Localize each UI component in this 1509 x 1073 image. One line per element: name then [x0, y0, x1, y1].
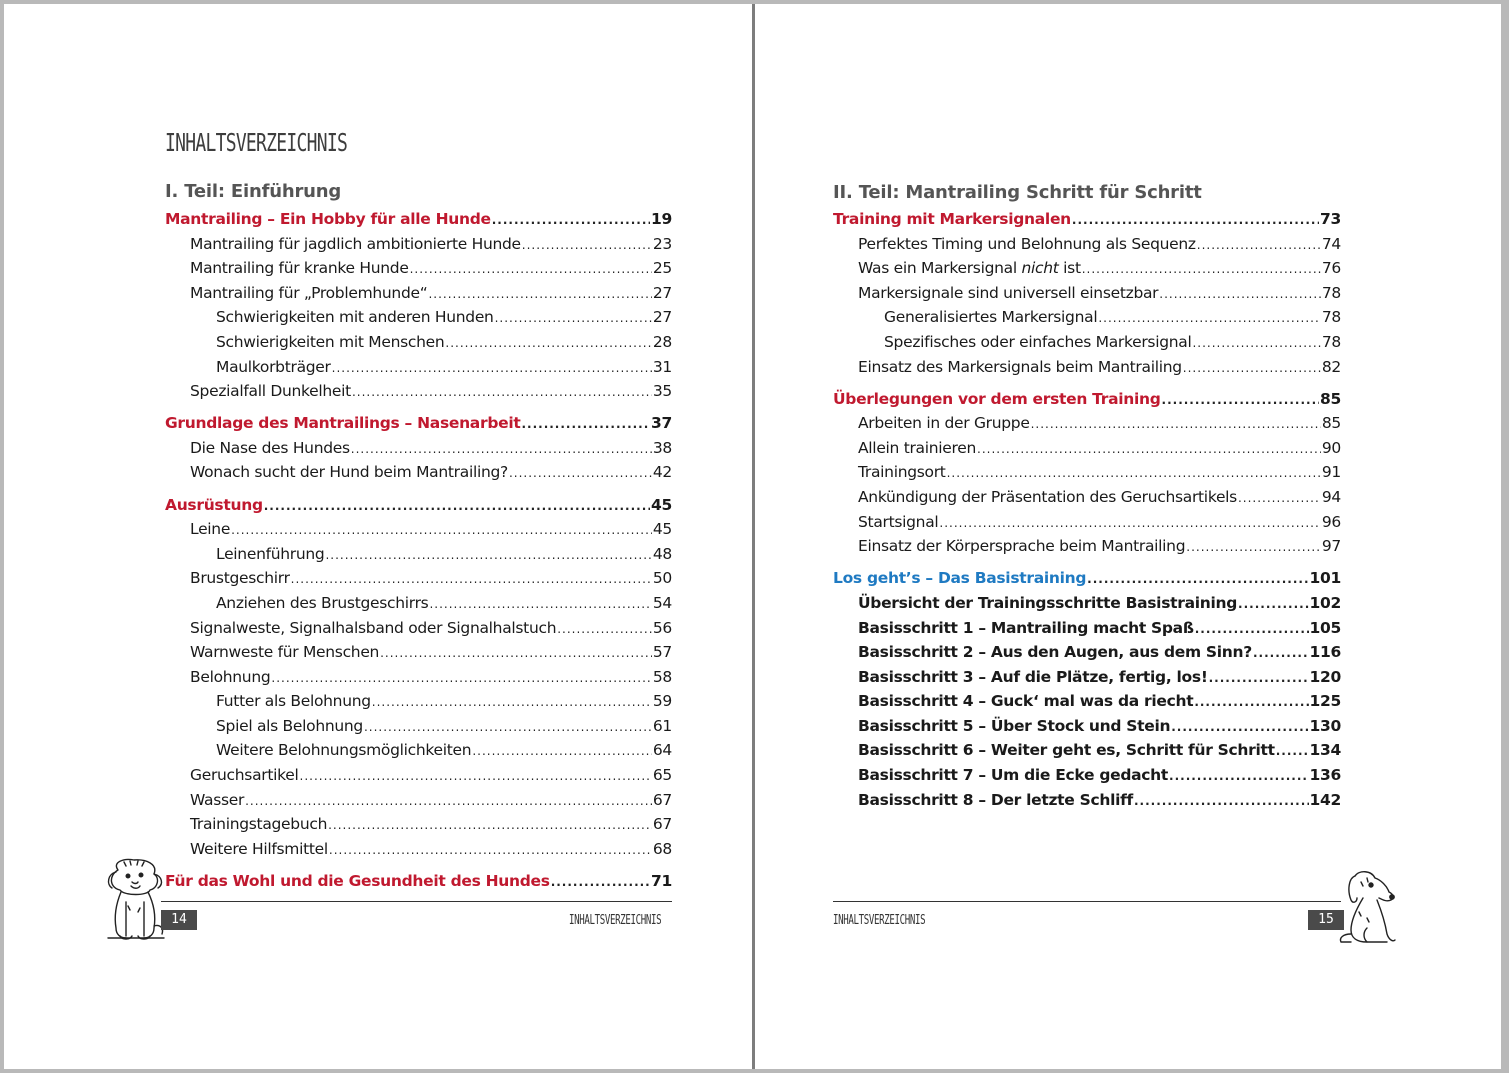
toc-entry[interactable] — [833, 510, 1341, 535]
toc-page-number: 50 — [652, 569, 672, 588]
dot-leader — [1238, 592, 1309, 617]
dot-leader — [1169, 764, 1309, 789]
dot-leader — [380, 641, 652, 666]
toc-entry-title: Schwierigkeiten mit Menschen — [216, 332, 445, 351]
dot-leader — [492, 208, 650, 233]
dot-leader — [1186, 535, 1321, 560]
toc-entry[interactable] — [165, 436, 672, 461]
toc-entry[interactable] — [833, 281, 1341, 306]
toc-entry[interactable] — [165, 379, 672, 404]
dot-leader — [939, 511, 1320, 536]
toc-entry-title: Trainingsort — [858, 463, 946, 482]
toc-page-number: 85 — [1320, 389, 1341, 408]
toc-entry-title: Basisschritt 5 – Über Stock und Stein — [858, 716, 1171, 735]
toc-page-number: 68 — [652, 839, 672, 858]
dot-leader — [1192, 331, 1320, 356]
toc-entry[interactable] — [833, 232, 1341, 257]
toc-page-number: 38 — [652, 438, 672, 457]
footer-rule — [161, 901, 672, 902]
toc-entry-title: Mantrailing für kranke Hunde — [190, 259, 409, 278]
dot-leader — [264, 494, 650, 519]
dot-leader — [1253, 641, 1309, 666]
toc-entry-title: Mantrailing für „Problemhunde“ — [190, 283, 428, 302]
dot-leader — [1276, 739, 1309, 764]
toc-page-number: 74 — [1321, 234, 1341, 253]
toc-entry-title: Überlegungen vor dem ersten Training — [833, 389, 1161, 408]
toc-page-number: 71 — [651, 871, 672, 890]
dot-leader — [429, 592, 651, 617]
dot-leader — [522, 233, 652, 258]
toc-page-number: 65 — [652, 766, 672, 785]
toc-entry-title: Weitere Belohnungsmöglichkeiten — [216, 741, 472, 760]
toc-page-number: 25 — [652, 259, 672, 278]
dot-leader — [428, 282, 651, 307]
toc-page-number: 67 — [652, 815, 672, 834]
running-head: INHALTSVERZEICHNIS — [569, 913, 662, 928]
toc-page-number: 91 — [1321, 463, 1341, 482]
toc-section-entry[interactable] — [833, 207, 1341, 232]
dot-leader — [329, 838, 652, 863]
sitting-dog-side-icon — [1337, 868, 1399, 944]
toc-page-number: 82 — [1321, 357, 1341, 376]
dot-leader — [364, 715, 652, 740]
toc-entry-title: Brustgeschirr — [190, 569, 290, 588]
dot-leader — [410, 257, 652, 282]
toc-section-entry[interactable] — [165, 411, 672, 436]
toc-entry-title: Los geht’s – Das Basistraining — [833, 569, 1087, 588]
toc-page-number: 54 — [652, 593, 672, 612]
sitting-dog-front-icon — [104, 856, 166, 942]
toc-entry[interactable] — [833, 534, 1341, 559]
dot-leader — [1195, 617, 1309, 642]
dot-leader — [291, 567, 652, 592]
toc-page-number: 73 — [1320, 210, 1341, 228]
footer-rule — [833, 901, 1341, 902]
toc-page-number: 27 — [652, 283, 672, 302]
dot-leader — [352, 380, 652, 405]
toc-entry-title: Basisschritt 7 – Um die Ecke gedacht — [858, 766, 1169, 785]
toc-subentry[interactable] — [165, 305, 672, 330]
toc-subentry[interactable] — [165, 542, 672, 567]
toc-entry[interactable] — [165, 788, 672, 813]
dot-leader — [445, 331, 651, 356]
toc-entry-title: Belohnung — [190, 667, 271, 686]
toc-entry-title: Basisschritt 6 – Weiter geht es, Schritt für Schritt — [858, 741, 1275, 760]
dot-leader — [557, 617, 652, 642]
toc-entry-title: Futter als Belohnung — [216, 692, 371, 711]
toc-page-number: 101 — [1309, 569, 1341, 588]
toc-entry[interactable] — [165, 517, 672, 542]
toc-page-number: 134 — [1309, 741, 1341, 760]
right-page — [755, 4, 1501, 1069]
toc-entry[interactable] — [165, 256, 672, 281]
toc-entry[interactable] — [165, 460, 672, 485]
toc-page-number: 125 — [1309, 692, 1341, 711]
toc-entry-title: Spiel als Belohnung — [216, 716, 363, 735]
page-number-badge: 15 — [1308, 910, 1344, 930]
toc-page-number: 35 — [652, 382, 672, 401]
toc-entry-title: Grundlage des Mantrailings – Nasenarbeit — [165, 414, 521, 433]
toc-section-entry[interactable] — [833, 566, 1341, 591]
toc-entry[interactable] — [165, 281, 672, 306]
dot-leader — [1238, 486, 1321, 511]
toc-entry-title: Ausrüstung — [165, 495, 263, 514]
toc-page-number: 45 — [651, 495, 672, 514]
dot-leader — [495, 306, 652, 331]
dot-leader — [1162, 388, 1320, 413]
toc-entry-title: Markersignale sind universell einsetzbar — [858, 283, 1159, 302]
page-number-badge: 14 — [161, 910, 197, 930]
toc-entry-title: Wonach sucht der Hund beim Mantrailing? — [190, 463, 508, 482]
toc-entry[interactable] — [165, 812, 672, 837]
dot-leader — [1031, 412, 1321, 437]
dot-leader — [1082, 257, 1321, 282]
toc-entry-title: Allein trainieren — [858, 438, 977, 457]
running-head: INHALTSVERZEICHNIS — [833, 913, 926, 928]
toc-page-number: 94 — [1321, 488, 1341, 507]
toc-page-number: 56 — [652, 618, 672, 637]
toc-page-number: 78 — [1321, 283, 1341, 302]
toc-page-number: 76 — [1321, 259, 1341, 278]
toc-subentry[interactable] — [165, 330, 672, 355]
toc-entry-title: Spezialfall Dunkelheit — [190, 382, 351, 401]
toc-page-number: 45 — [652, 520, 672, 539]
toc-subentry[interactable] — [833, 330, 1341, 355]
toc-entry-title: Spezifisches oder einfaches Markersignal — [884, 332, 1192, 351]
toc-entry-title: Basisschritt 4 – Guck‘ mal was da riecht — [858, 692, 1194, 711]
toc-page-number: 78 — [1321, 308, 1341, 327]
toc-entry[interactable] — [833, 485, 1341, 510]
toc-entry[interactable] — [833, 591, 1341, 616]
toc-entry-title: Ankündigung der Präsentation des Geruchsartikels — [858, 488, 1237, 507]
dot-leader — [521, 412, 650, 437]
dot-leader — [245, 789, 652, 814]
toc-page-number: 19 — [651, 210, 672, 228]
toc-entry-title: Signalweste, Signalhalsband oder Signalhalstuch — [190, 618, 557, 637]
toc-entry-title: Geruchsartikel — [190, 766, 299, 785]
part-title: I. Teil: Einführung — [165, 181, 342, 202]
dot-leader — [977, 437, 1321, 462]
toc-entry[interactable] — [833, 640, 1341, 665]
dot-leader — [328, 813, 652, 838]
toc-entry[interactable] — [165, 837, 672, 862]
dot-leader — [351, 437, 652, 462]
dot-leader — [1087, 567, 1308, 592]
toc-entry[interactable] — [833, 714, 1341, 739]
toc-entry[interactable] — [165, 566, 672, 591]
toc-page-number: 37 — [651, 414, 672, 433]
toc-section-entry[interactable] — [165, 493, 672, 518]
toc-entry-title: Mantrailing – Ein Hobby für alle Hunde — [165, 210, 491, 228]
toc-page-number: 97 — [1321, 537, 1341, 556]
toc-entry[interactable] — [165, 665, 672, 690]
toc-entry-title: Arbeiten in der Gruppe — [858, 414, 1030, 433]
toc-entry-title: Maulkorbträger — [216, 357, 331, 376]
toc-entry-title: Anziehen des Brustgeschirrs — [216, 593, 429, 612]
dot-leader — [372, 690, 652, 715]
toc-page-number: 136 — [1309, 766, 1341, 785]
toc-page-number: 58 — [652, 667, 672, 686]
toc-entry[interactable] — [165, 616, 672, 641]
dot-leader — [271, 666, 651, 691]
toc-page-number: 48 — [652, 544, 672, 563]
toc-page-number: 105 — [1309, 618, 1341, 637]
toc-subentry[interactable] — [165, 738, 672, 763]
toc-list — [833, 207, 1341, 812]
toc-entry[interactable] — [833, 788, 1341, 813]
toc-entry[interactable] — [833, 665, 1341, 690]
toc-entry-title: Weitere Hilfsmittel — [190, 839, 328, 858]
toc-entry-title: Perfektes Timing und Belohnung als Sequenz — [858, 234, 1196, 253]
toc-subentry[interactable] — [165, 714, 672, 739]
toc-page-number: 120 — [1309, 667, 1341, 686]
toc-page-number: 67 — [652, 790, 672, 809]
toc-entry-title: Übersicht der Trainingsschritte Basistraining — [858, 593, 1238, 612]
toc-entry-title: Einsatz des Markersignals beim Mantrailing — [858, 357, 1182, 376]
toc-page-number: 142 — [1309, 790, 1341, 809]
dot-leader — [509, 461, 652, 486]
toc-entry[interactable] — [833, 738, 1341, 763]
toc-entry-title: Basisschritt 1 – Mantrailing macht Spaß — [858, 618, 1194, 637]
chapter-title: INHALTSVERZEICHNIS — [165, 128, 348, 157]
dot-leader — [472, 739, 652, 764]
toc-page-number: 130 — [1309, 716, 1341, 735]
toc-entry[interactable] — [833, 460, 1341, 485]
toc-page-number: 28 — [652, 332, 672, 351]
toc-entry[interactable] — [833, 256, 1341, 281]
toc-page-number: 59 — [652, 692, 672, 711]
toc-page-number: 27 — [652, 308, 672, 327]
dot-leader — [1171, 715, 1308, 740]
toc-page-number: 78 — [1321, 332, 1341, 351]
toc-entry-title: Training mit Markersignalen — [833, 210, 1071, 228]
toc-page-number: 85 — [1321, 414, 1341, 433]
dot-leader — [300, 764, 652, 789]
toc-subentry[interactable] — [833, 305, 1341, 330]
toc-page-number: 90 — [1321, 438, 1341, 457]
toc-entry[interactable] — [165, 763, 672, 788]
toc-entry-title: Basisschritt 2 – Aus den Augen, aus dem Sinn? — [858, 643, 1252, 662]
toc-subentry[interactable] — [165, 355, 672, 380]
toc-entry[interactable] — [165, 232, 672, 257]
toc-entry-title: Was ein Markersignal nicht ist — [858, 259, 1081, 278]
toc-subentry[interactable] — [165, 689, 672, 714]
toc-entry-title: Leinenführung — [216, 544, 325, 563]
section-gap — [833, 379, 1341, 387]
section-gap — [165, 485, 672, 493]
section-gap — [165, 404, 672, 412]
toc-page-number: 96 — [1321, 512, 1341, 531]
toc-page-number: 23 — [652, 234, 672, 253]
toc-section-entry[interactable] — [165, 869, 672, 894]
section-gap — [833, 559, 1341, 567]
dot-leader — [551, 870, 650, 895]
toc-section-entry[interactable] — [833, 387, 1341, 412]
toc-entry-title: Schwierigkeiten mit anderen Hunden — [216, 308, 494, 327]
toc-entry[interactable] — [833, 616, 1341, 641]
toc-subentry[interactable] — [165, 591, 672, 616]
toc-entry[interactable] — [833, 689, 1341, 714]
dot-leader — [947, 461, 1321, 486]
toc-entry-title: Wasser — [190, 790, 245, 809]
toc-entry-title: Warnweste für Menschen — [190, 643, 380, 662]
toc-entry[interactable] — [833, 411, 1341, 436]
dot-leader — [1209, 666, 1309, 691]
toc-entry-title: Basisschritt 8 – Der letzte Schliff — [858, 790, 1133, 809]
toc-entry-title: Trainingstagebuch — [190, 815, 328, 834]
toc-page-number: 42 — [652, 463, 672, 482]
toc-page-number: 116 — [1309, 643, 1341, 662]
toc-entry-title: Einsatz der Körpersprache beim Mantrailing — [858, 537, 1186, 556]
toc-page-number: 31 — [652, 357, 672, 376]
toc-entry-title: Basisschritt 3 – Auf die Plätze, fertig, los! — [858, 667, 1208, 686]
toc-page-number: 64 — [652, 741, 672, 760]
left-page — [4, 4, 752, 1069]
toc-entry-title: Generalisiertes Markersignal — [884, 308, 1098, 327]
dot-leader — [332, 356, 652, 381]
toc-page-number: 102 — [1309, 593, 1341, 612]
dot-leader — [1197, 233, 1321, 258]
dot-leader — [325, 543, 651, 568]
toc-page-number: 61 — [652, 716, 672, 735]
toc-entry[interactable] — [833, 763, 1341, 788]
toc-entry[interactable] — [165, 640, 672, 665]
dot-leader — [1183, 356, 1321, 381]
dot-leader — [1098, 306, 1321, 331]
toc-page-number: 57 — [652, 643, 672, 662]
part-title: II. Teil: Mantrailing Schritt für Schritt — [833, 182, 1202, 203]
dot-leader — [1072, 208, 1319, 233]
toc-entry[interactable] — [833, 436, 1341, 461]
section-gap — [165, 861, 672, 869]
toc-entry-title: Die Nase des Hundes — [190, 438, 350, 457]
toc-entry-title: Leine — [190, 520, 231, 539]
toc-entry-title: Für das Wohl und die Gesundheit des Hundes — [165, 871, 550, 890]
toc-section-entry[interactable] — [165, 207, 672, 232]
dot-leader — [1159, 282, 1321, 307]
toc-entry-title: Mantrailing für jagdlich ambitionierte Hunde — [190, 234, 521, 253]
dot-leader — [231, 518, 652, 543]
toc-list — [165, 207, 672, 894]
toc-entry-title: Startsignal — [858, 512, 939, 531]
toc-entry[interactable] — [833, 355, 1341, 380]
dot-leader — [1194, 690, 1308, 715]
dot-leader — [1134, 789, 1309, 814]
